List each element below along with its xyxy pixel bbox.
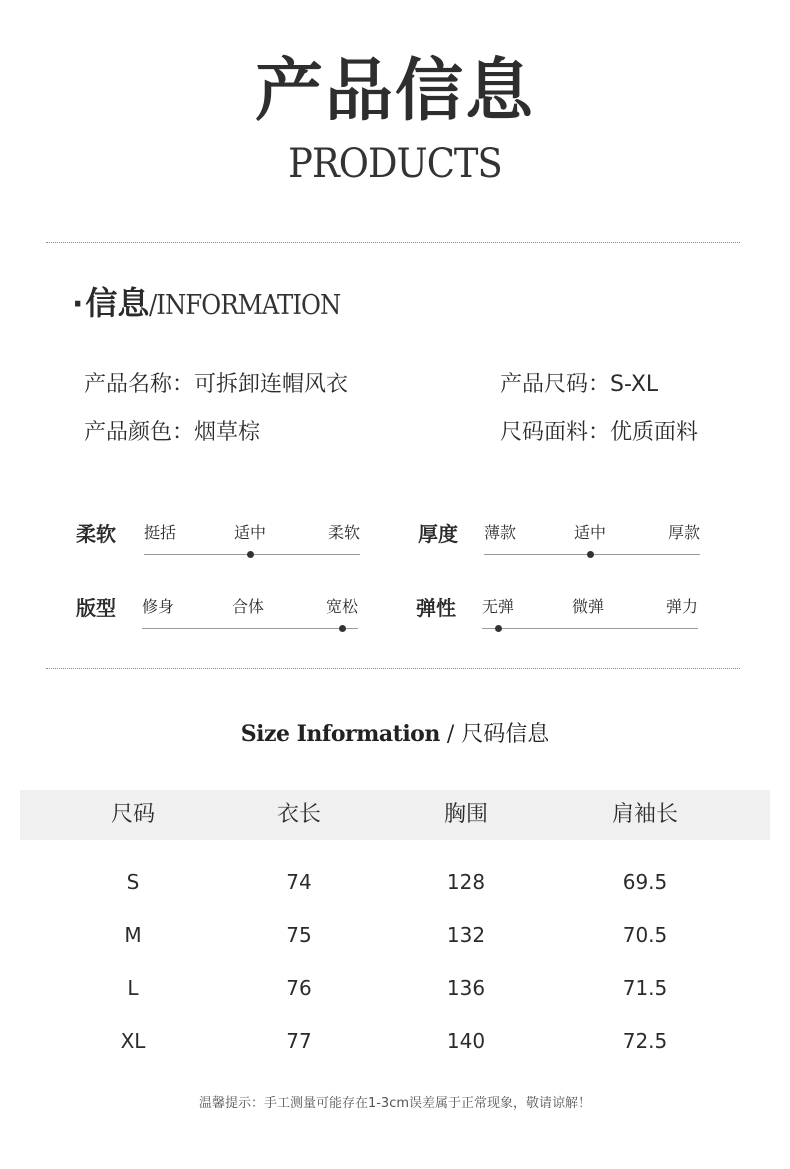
scale-marker xyxy=(587,551,594,558)
scale-option: 无弹 xyxy=(482,597,515,616)
heading-bullet: · xyxy=(72,287,84,322)
field-product-color xyxy=(84,418,260,448)
table-cell: 76 xyxy=(286,976,312,1000)
scale-option: 挺括 xyxy=(144,523,177,542)
scale-option: 微弹 xyxy=(572,597,605,616)
scale-marker xyxy=(339,625,346,632)
table-cell: L xyxy=(127,976,139,1000)
scale-elasticity xyxy=(482,596,698,636)
scale-option: 薄款 xyxy=(484,523,517,542)
divider-top xyxy=(46,242,740,243)
size-title-cn: 尺码信息 xyxy=(461,722,550,747)
scale-marker xyxy=(247,551,254,558)
table-cell: 72.5 xyxy=(622,1029,668,1053)
field-fabric xyxy=(500,418,698,448)
scale-option: 适中 xyxy=(234,523,267,542)
field-value: S-XL xyxy=(610,372,659,397)
field-value: 可拆卸连帽风衣 xyxy=(194,372,349,397)
table-cell: XL xyxy=(120,1029,146,1053)
field-product-name xyxy=(84,370,348,400)
column-header-size: 尺码 xyxy=(110,802,155,827)
scale-option: 合体 xyxy=(232,597,265,616)
table-cell: 69.5 xyxy=(622,870,668,894)
scale-option: 宽松 xyxy=(325,597,358,616)
field-label: 产品颜色： xyxy=(84,420,195,445)
scale-option: 厚款 xyxy=(667,523,700,542)
scale-label-thickness: 厚度 xyxy=(418,522,458,546)
size-table-header xyxy=(20,790,770,840)
size-title-sep: / xyxy=(439,722,462,747)
scale-marker xyxy=(495,625,502,632)
table-cell: 74 xyxy=(286,870,312,894)
size-table-body xyxy=(20,868,770,1068)
table-cell: S xyxy=(126,870,140,894)
table-cell: 77 xyxy=(286,1029,312,1053)
field-product-size xyxy=(500,370,658,400)
scale-track xyxy=(482,628,698,629)
page-subtitle: PRODUCTS xyxy=(288,141,502,187)
scale-option: 弹力 xyxy=(665,597,698,616)
column-header-length: 衣长 xyxy=(276,802,321,827)
field-label: 尺码面料： xyxy=(500,420,611,445)
table-cell: 140 xyxy=(446,1029,486,1053)
field-label: 产品名称： xyxy=(84,372,195,397)
scale-label-elasticity: 弹性 xyxy=(416,596,456,620)
scale-thickness xyxy=(484,522,700,562)
page-title: 产品信息 xyxy=(254,52,535,131)
scale-fit xyxy=(142,596,358,636)
field-value: 优质面料 xyxy=(610,420,699,445)
scale-option: 修身 xyxy=(142,597,175,616)
scale-label-fit: 版型 xyxy=(76,596,116,620)
scale-option: 柔软 xyxy=(327,523,360,542)
table-cell: 75 xyxy=(286,923,312,947)
info-heading-cn: 信息 xyxy=(85,284,150,322)
size-title xyxy=(0,718,790,751)
field-value: 烟草棕 xyxy=(194,420,261,445)
size-title-en: Size Information xyxy=(240,721,440,747)
table-cell: 71.5 xyxy=(622,976,668,1000)
scale-option: 适中 xyxy=(574,523,607,542)
column-header-sleeve: 肩袖长 xyxy=(611,802,678,827)
table-cell: 132 xyxy=(446,923,486,947)
scale-track xyxy=(142,628,358,629)
table-cell: 136 xyxy=(446,976,486,1000)
scale-softness xyxy=(144,522,360,562)
table-cell: 128 xyxy=(446,870,486,894)
divider-middle xyxy=(46,668,740,669)
measurement-note: 温馨提示：手工测量可能存在1-3cm误差属于正常现象，敬请谅解！ xyxy=(198,1096,592,1111)
scale-label-softness: 柔软 xyxy=(76,522,116,546)
info-heading-en: /INFORMATION xyxy=(149,290,341,321)
field-label: 产品尺码： xyxy=(500,372,611,397)
table-cell: 70.5 xyxy=(622,923,668,947)
table-cell: M xyxy=(124,923,142,947)
info-heading xyxy=(72,278,362,322)
column-header-chest: 胸围 xyxy=(443,802,488,827)
